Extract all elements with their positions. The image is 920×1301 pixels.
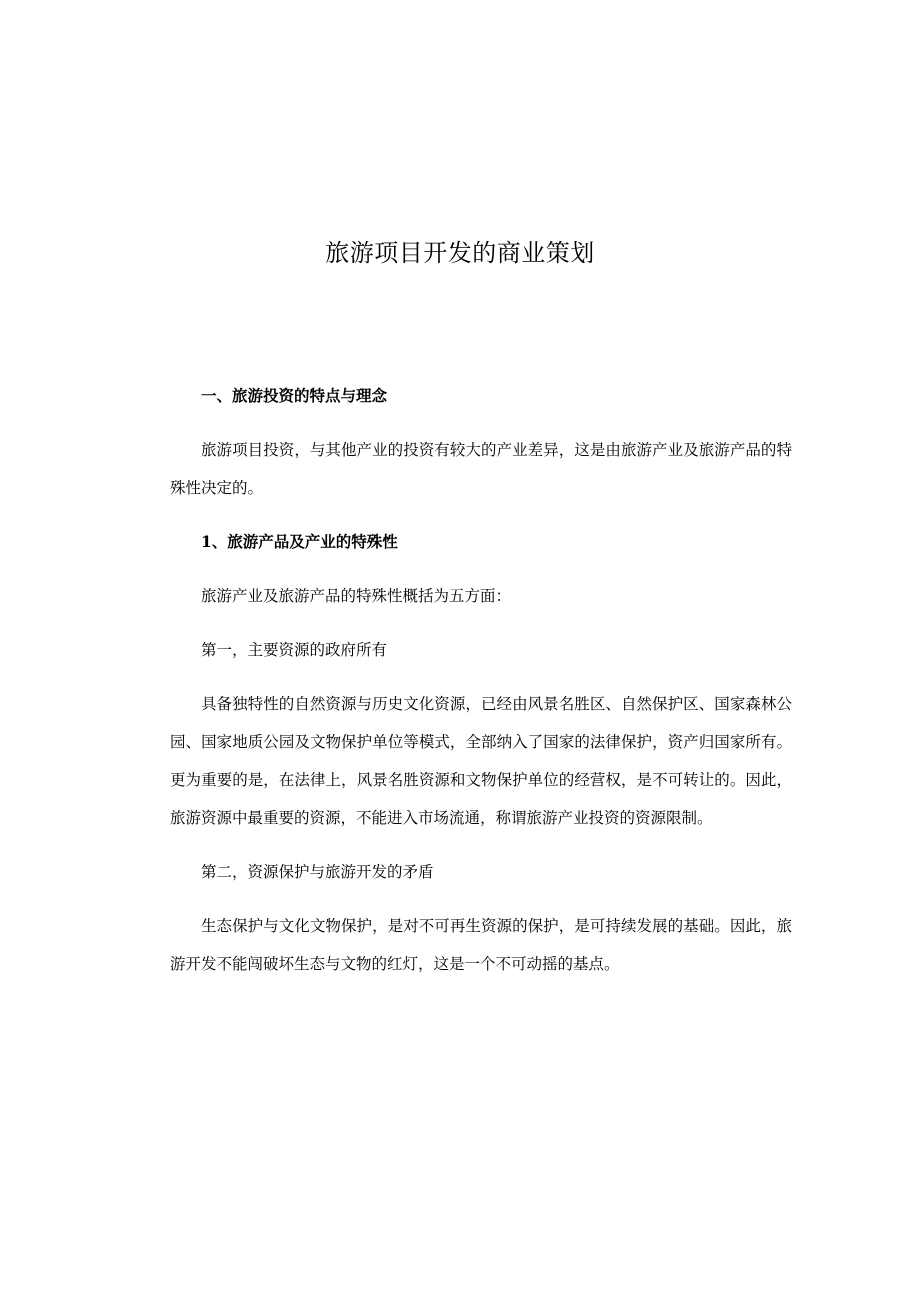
point-heading-2: 第二，资源保护与旅游开发的矛盾: [201, 863, 434, 881]
subsection-heading-1: 1、旅游产品及产业的特殊性: [201, 532, 398, 551]
document-body: [170, 377, 792, 983]
section-heading-1: 一、旅游投资的特点与理念: [201, 386, 388, 405]
paragraph-overview: 旅游产业及旅游产品的特殊性概括为五方面：: [201, 587, 512, 605]
paragraph-point-2: 生态保护与文化文物保护，是对不可再生资源的保护，是可持续发展的基础。因此，旅游开发不能闯破坏生态与文物的红灯，这是一个不可动摇的基点。: [170, 917, 792, 973]
paragraph-intro: 旅游项目投资，与其他产业的投资有较大的产业差异，这是由旅游产业及旅游产品的特殊性决定的。: [170, 441, 792, 497]
document-title: 旅游项目开发的商业策划: [325, 239, 595, 267]
point-heading-1: 第一，主要资源的政府所有: [201, 641, 388, 659]
paragraph-point-1: 具备独特性的自然资源与历史文化资源，已经由风景名胜区、自然保护区、国家森林公园、国家地质公园及文物保护单位等模式，全部纳入了国家的法律保护，资产归国家所有。更为重要的是，在法律上，风景名胜资源和文物保护单位的经营权，是不可转让的。因此，旅游资源中最重要的资源，不能进入市场流通，称谓旅游产业投资的资源限制。: [170, 695, 792, 827]
